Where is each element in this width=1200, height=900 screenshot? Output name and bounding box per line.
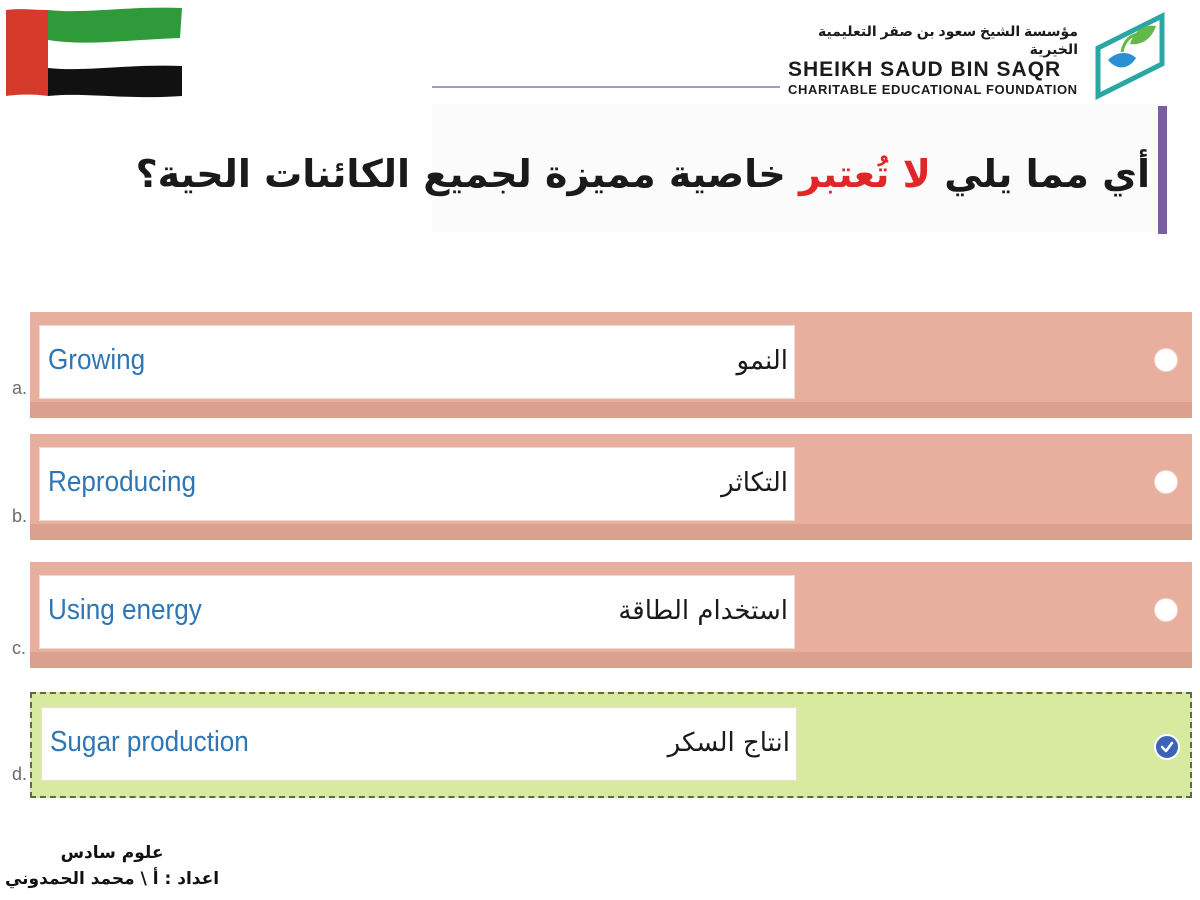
option-english-label: Growing: [48, 344, 146, 376]
radio-button-b[interactable]: [1154, 470, 1178, 494]
check-icon: [1160, 740, 1174, 754]
option-a[interactable]: [30, 312, 1192, 418]
option-shade: [30, 524, 1192, 540]
question-text: [135, 152, 1150, 196]
book-leaf-logo-icon: [1092, 6, 1168, 102]
radio-button-d-checked[interactable]: [1154, 734, 1180, 760]
option-arabic-label: التكاثر: [721, 468, 788, 498]
foundation-name-ar: مؤسسة الشيخ سعود بن صقر التعليمية الخيرية: [818, 23, 1078, 57]
option-card[interactable]: [40, 448, 794, 520]
option-letter-a: a.: [12, 378, 28, 398]
question-text-after: خاصية مميزة لجميع الكائنات الحية؟: [135, 152, 786, 196]
radio-button-c[interactable]: [1154, 598, 1178, 622]
option-english-label: Using energy: [48, 594, 202, 626]
radio-button-a[interactable]: [1154, 348, 1178, 372]
option-arabic-label: انتاج السكر: [667, 728, 790, 758]
uae-flag-icon: [6, 6, 182, 98]
option-card[interactable]: [40, 576, 794, 648]
question-text-before: أي مما يلي: [944, 152, 1150, 196]
option-card[interactable]: [42, 708, 796, 780]
question-negation: لا تُعتبر: [799, 152, 931, 196]
option-card[interactable]: [40, 326, 794, 398]
subject-label: علوم سادس: [60, 843, 164, 863]
foundation-name-en: SHEIKH SAUD BIN SAQR: [788, 58, 1062, 81]
option-b[interactable]: [30, 434, 1192, 540]
foundation-logo-text: [784, 22, 1078, 97]
header-divider: [432, 86, 780, 88]
option-shade: [30, 652, 1192, 668]
option-letter-d: d.: [12, 764, 28, 784]
question-accent-bar: [1158, 106, 1167, 234]
option-letter-c: c.: [12, 638, 27, 658]
option-arabic-label: استخدام الطاقة: [618, 596, 788, 626]
foundation-subtitle-en: CHARITABLE EDUCATIONAL FOUNDATION: [788, 82, 1078, 97]
option-english-label: Reproducing: [48, 466, 197, 498]
option-arabic-label: النمو: [736, 346, 788, 376]
option-c[interactable]: [30, 562, 1192, 668]
option-shade: [30, 402, 1192, 418]
option-english-label: Sugar production: [50, 726, 249, 758]
option-d[interactable]: [30, 692, 1192, 798]
option-letter-b: b.: [12, 506, 28, 526]
credits: [0, 840, 224, 892]
author-label: اعداد : أ \ محمد الحمدوني: [4, 869, 220, 889]
